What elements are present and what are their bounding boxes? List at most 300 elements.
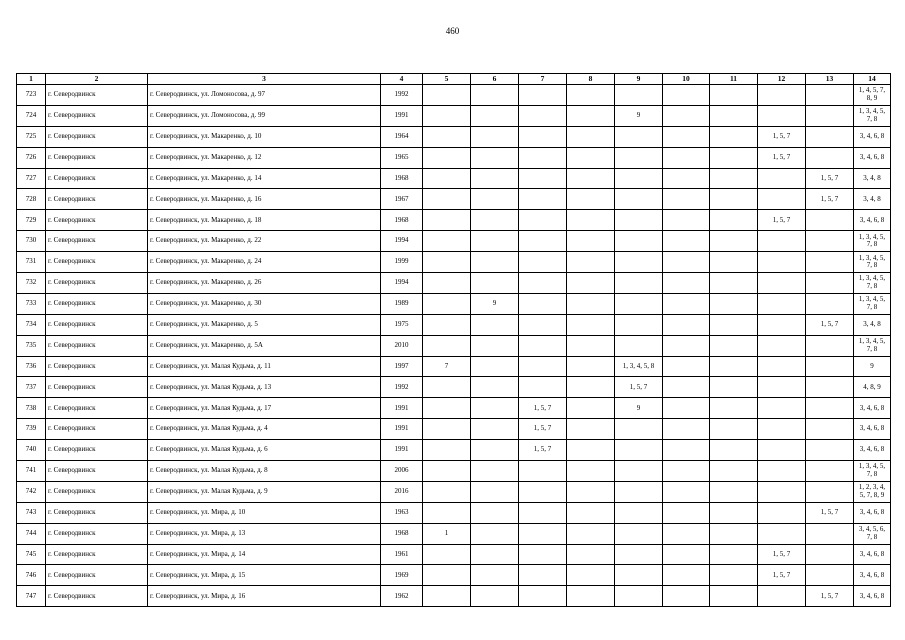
table-cell (471, 440, 519, 461)
table-cell: г. Северодвинск, ул. Малая Кудьма, д. 17 (148, 398, 381, 419)
table-cell (471, 398, 519, 419)
table-cell (806, 356, 854, 377)
table-cell: 1, 5, 7 (758, 126, 806, 147)
table-cell (423, 335, 471, 356)
table-cell (615, 419, 663, 440)
table-cell: 745 (17, 544, 46, 565)
table-cell (663, 377, 710, 398)
table-row (17, 126, 891, 147)
table-cell (471, 85, 519, 106)
table-cell (710, 273, 758, 294)
table-cell: 7 (423, 356, 471, 377)
table-cell (758, 461, 806, 482)
table-cell (567, 314, 615, 335)
table-row (17, 565, 891, 586)
table-cell: 9 (471, 293, 519, 314)
table-cell (806, 147, 854, 168)
table-row (17, 273, 891, 294)
table-cell (663, 147, 710, 168)
table-cell (663, 565, 710, 586)
table-cell (423, 440, 471, 461)
table-row (17, 335, 891, 356)
table-cell (663, 168, 710, 189)
table-cell (758, 481, 806, 502)
table-cell (519, 544, 567, 565)
table-cell (710, 85, 758, 106)
table-cell (471, 419, 519, 440)
table-cell (710, 252, 758, 273)
table-cell (758, 105, 806, 126)
table-cell (615, 168, 663, 189)
table-cell (806, 85, 854, 106)
table-cell: г. Северодвинск (46, 314, 148, 335)
table-cell (758, 293, 806, 314)
table-cell (758, 523, 806, 544)
table-cell (663, 356, 710, 377)
table-cell: 1968 (381, 523, 423, 544)
table-cell (471, 314, 519, 335)
table-cell: г. Северодвинск, ул. Мира, д. 16 (148, 586, 381, 607)
table-cell: 1, 5, 7 (806, 314, 854, 335)
table-cell: г. Северодвинск, ул. Мира, д. 15 (148, 565, 381, 586)
table-cell: г. Северодвинск, ул. Макаренко, д. 5 (148, 314, 381, 335)
table-cell: 738 (17, 398, 46, 419)
table-cell: г. Северодвинск, ул. Макаренко, д. 5А (148, 335, 381, 356)
table-cell: г. Северодвинск (46, 481, 148, 502)
table-cell: г. Северодвинск, ул. Малая Кудьма, д. 13 (148, 377, 381, 398)
table-cell (806, 461, 854, 482)
table-cell (519, 252, 567, 273)
column-header: 5 (423, 74, 471, 85)
table-cell (423, 502, 471, 523)
table-cell: 732 (17, 273, 46, 294)
table-cell (519, 356, 567, 377)
table-cell (615, 586, 663, 607)
table-row (17, 419, 891, 440)
table-cell (471, 565, 519, 586)
table-cell: 2010 (381, 335, 423, 356)
table-cell (663, 210, 710, 231)
table-cell: 9 (854, 356, 891, 377)
table-cell (710, 398, 758, 419)
table-cell (615, 252, 663, 273)
column-header: 10 (663, 74, 710, 85)
table-cell: г. Северодвинск, ул. Ломоносова, д. 97 (148, 85, 381, 106)
table-cell: г. Северодвинск (46, 419, 148, 440)
table-cell (663, 523, 710, 544)
table-cell (471, 126, 519, 147)
table-cell (806, 523, 854, 544)
table-cell: 1, 4, 5, 7, 8, 9 (854, 85, 891, 106)
table-cell: 735 (17, 335, 46, 356)
table-cell (519, 105, 567, 126)
table-cell: 1967 (381, 189, 423, 210)
table-row (17, 440, 891, 461)
table-cell: г. Северодвинск (46, 502, 148, 523)
table-cell: 739 (17, 419, 46, 440)
table-cell (663, 252, 710, 273)
table-row (17, 168, 891, 189)
table-cell: 3, 4, 6, 8 (854, 565, 891, 586)
page-number: 460 (445, 26, 460, 36)
table-cell (710, 419, 758, 440)
table-cell (471, 252, 519, 273)
table-cell (567, 147, 615, 168)
table-cell (567, 105, 615, 126)
table-cell (806, 231, 854, 252)
table-cell (423, 481, 471, 502)
table-cell (519, 147, 567, 168)
table-cell (806, 377, 854, 398)
table-cell (806, 293, 854, 314)
table-cell (663, 544, 710, 565)
table-cell: г. Северодвинск, ул. Макаренко, д. 12 (148, 147, 381, 168)
table-cell: 1, 3, 4, 5, 7, 8 (854, 252, 891, 273)
table-row (17, 502, 891, 523)
table-cell: 728 (17, 189, 46, 210)
table-cell (663, 126, 710, 147)
table-cell (663, 189, 710, 210)
table-cell (758, 168, 806, 189)
table-cell: г. Северодвинск, ул. Макаренко, д. 16 (148, 189, 381, 210)
data-table (16, 73, 891, 607)
table-cell (615, 273, 663, 294)
table-cell: 4, 8, 9 (854, 377, 891, 398)
table-cell: 742 (17, 481, 46, 502)
table-cell: 1, 5, 7 (615, 377, 663, 398)
table-cell: г. Северодвинск, ул. Макаренко, д. 24 (148, 252, 381, 273)
table-cell (567, 126, 615, 147)
table-cell (758, 231, 806, 252)
table-cell (519, 586, 567, 607)
table-cell (519, 168, 567, 189)
table-cell (758, 502, 806, 523)
table-cell: 1994 (381, 231, 423, 252)
table-cell: 723 (17, 85, 46, 106)
table-cell: 1994 (381, 273, 423, 294)
table-cell (423, 273, 471, 294)
table-cell (519, 273, 567, 294)
table-row (17, 147, 891, 168)
table-cell: 1964 (381, 126, 423, 147)
table-cell (423, 126, 471, 147)
table-cell: 1, 5, 7 (758, 210, 806, 231)
table-cell: 3, 4, 8 (854, 189, 891, 210)
table-cell: 1, 3, 4, 5, 7, 8 (854, 105, 891, 126)
column-header: 13 (806, 74, 854, 85)
table-cell (615, 126, 663, 147)
table-cell (615, 335, 663, 356)
table-cell (806, 105, 854, 126)
table-cell: 1, 2, 3, 4, 5, 7, 8, 9 (854, 481, 891, 502)
table-cell: 1992 (381, 377, 423, 398)
table-cell (615, 293, 663, 314)
table-cell: 3, 4, 6, 8 (854, 126, 891, 147)
table-cell (471, 523, 519, 544)
table-cell (663, 335, 710, 356)
table-cell: г. Северодвинск (46, 147, 148, 168)
table-cell: 1968 (381, 168, 423, 189)
table-cell: г. Северодвинск, ул. Макаренко, д. 22 (148, 231, 381, 252)
table-cell (519, 481, 567, 502)
table-cell (758, 440, 806, 461)
table-cell (710, 440, 758, 461)
table-cell: 3, 4, 6, 8 (854, 398, 891, 419)
table-cell (519, 314, 567, 335)
table-cell (423, 377, 471, 398)
table-cell (567, 523, 615, 544)
table-cell (423, 398, 471, 419)
table-cell (423, 461, 471, 482)
table-cell: г. Северодвинск, ул. Ломоносова, д. 99 (148, 105, 381, 126)
table-cell (710, 147, 758, 168)
table-cell: 3, 4, 5, 6, 7, 8 (854, 523, 891, 544)
table-cell: 3, 4, 6, 8 (854, 586, 891, 607)
table-row (17, 481, 891, 502)
table-cell: г. Северодвинск, ул. Мира, д. 13 (148, 523, 381, 544)
table-cell (663, 461, 710, 482)
table-cell (519, 377, 567, 398)
table-cell (615, 481, 663, 502)
table-cell: 1, 3, 4, 5, 7, 8 (854, 293, 891, 314)
table-cell: 1991 (381, 105, 423, 126)
table-cell (471, 210, 519, 231)
table-cell (567, 168, 615, 189)
table-cell: 733 (17, 293, 46, 314)
table-cell (615, 231, 663, 252)
table-cell: г. Северодвинск (46, 252, 148, 273)
table-cell (758, 398, 806, 419)
table-cell: 1, 5, 7 (806, 189, 854, 210)
table-cell (806, 335, 854, 356)
column-header: 6 (471, 74, 519, 85)
table-cell (471, 481, 519, 502)
table-row (17, 314, 891, 335)
table-cell: 1999 (381, 252, 423, 273)
table-cell (806, 398, 854, 419)
table-cell: 3, 4, 8 (854, 314, 891, 335)
table-cell: 730 (17, 231, 46, 252)
table-cell (423, 252, 471, 273)
table-cell: 1968 (381, 210, 423, 231)
column-header: 1 (17, 74, 46, 85)
table-cell: 1, 5, 7 (806, 168, 854, 189)
table-cell (519, 565, 567, 586)
table-row (17, 231, 891, 252)
table-cell (663, 398, 710, 419)
table-cell (423, 314, 471, 335)
table-cell (471, 502, 519, 523)
table-cell: 736 (17, 356, 46, 377)
table-cell (423, 189, 471, 210)
table-cell (663, 293, 710, 314)
table-cell (710, 314, 758, 335)
table-cell (758, 273, 806, 294)
table-cell: г. Северодвинск (46, 377, 148, 398)
table-cell: г. Северодвинск, ул. Макаренко, д. 18 (148, 210, 381, 231)
table-cell (423, 168, 471, 189)
table-cell: г. Северодвинск, ул. Мира, д. 10 (148, 502, 381, 523)
table-cell: г. Северодвинск (46, 398, 148, 419)
table-cell: г. Северодвинск (46, 273, 148, 294)
table-cell (710, 293, 758, 314)
table-cell (758, 85, 806, 106)
table-cell: 743 (17, 502, 46, 523)
table-cell: 725 (17, 126, 46, 147)
table-cell (567, 189, 615, 210)
table-cell (471, 586, 519, 607)
table-cell: г. Северодвинск, ул. Макаренко, д. 14 (148, 168, 381, 189)
table-cell: г. Северодвинск (46, 523, 148, 544)
table-cell: 1, 5, 7 (806, 586, 854, 607)
table-cell: г. Северодвинск, ул. Макаренко, д. 26 (148, 273, 381, 294)
table-cell (710, 523, 758, 544)
table-cell: 3, 4, 6, 8 (854, 440, 891, 461)
column-header: 14 (854, 74, 891, 85)
table-cell (471, 231, 519, 252)
table-cell (519, 231, 567, 252)
table-row (17, 293, 891, 314)
table-cell (423, 210, 471, 231)
table-cell (423, 419, 471, 440)
table-cell (710, 565, 758, 586)
table-row (17, 356, 891, 377)
table-cell: 724 (17, 105, 46, 126)
table-cell: г. Северодвинск (46, 293, 148, 314)
table-cell (423, 231, 471, 252)
table-cell: 1 (423, 523, 471, 544)
table-cell (519, 189, 567, 210)
table-cell (758, 335, 806, 356)
table-cell: 727 (17, 168, 46, 189)
table-cell: 1, 5, 7 (758, 147, 806, 168)
table-cell (471, 544, 519, 565)
table-cell: 1991 (381, 440, 423, 461)
table-cell: г. Северодвинск (46, 586, 148, 607)
table-cell (423, 544, 471, 565)
table-cell: г. Северодвинск (46, 126, 148, 147)
table-cell (615, 314, 663, 335)
table-cell: г. Северодвинск, ул. Малая Кудьма, д. 6 (148, 440, 381, 461)
table-cell (567, 419, 615, 440)
table-cell: 747 (17, 586, 46, 607)
table-cell (615, 189, 663, 210)
table-cell: 1, 5, 7 (519, 398, 567, 419)
table-cell (519, 85, 567, 106)
table-cell (663, 481, 710, 502)
table-cell: 2016 (381, 481, 423, 502)
table-cell (806, 419, 854, 440)
table-cell (567, 377, 615, 398)
table-cell (710, 502, 758, 523)
table-cell: 729 (17, 210, 46, 231)
column-header: 7 (519, 74, 567, 85)
table-cell (471, 147, 519, 168)
table-row (17, 105, 891, 126)
table-row (17, 85, 891, 106)
column-header: 9 (615, 74, 663, 85)
table-cell (806, 273, 854, 294)
table-cell (710, 105, 758, 126)
table-cell (710, 126, 758, 147)
table-cell: 1961 (381, 544, 423, 565)
table-cell: г. Северодвинск (46, 105, 148, 126)
table-cell (615, 523, 663, 544)
table-cell: 1962 (381, 586, 423, 607)
table-cell: г. Северодвинск (46, 168, 148, 189)
table-cell: 1997 (381, 356, 423, 377)
table-cell: г. Северодвинск (46, 189, 148, 210)
table-cell: г. Северодвинск (46, 356, 148, 377)
table-cell: 734 (17, 314, 46, 335)
table-cell (471, 356, 519, 377)
table-cell: 3, 4, 6, 8 (854, 544, 891, 565)
table-cell (663, 440, 710, 461)
table-cell: 3, 4, 6, 8 (854, 419, 891, 440)
table-cell (567, 252, 615, 273)
table-cell (567, 398, 615, 419)
table-cell: 3, 4, 8 (854, 168, 891, 189)
table-cell (615, 147, 663, 168)
header-row (17, 74, 891, 85)
table-cell (567, 586, 615, 607)
table-cell: г. Северодвинск, ул. Малая Кудьма, д. 9 (148, 481, 381, 502)
table-cell (567, 440, 615, 461)
table-cell (615, 440, 663, 461)
table-cell (615, 461, 663, 482)
table-cell: 1, 3, 4, 5, 7, 8 (854, 231, 891, 252)
table-cell (471, 168, 519, 189)
table-cell (519, 502, 567, 523)
table-cell (758, 356, 806, 377)
table-cell: г. Северодвинск, ул. Малая Кудьма, д. 4 (148, 419, 381, 440)
table-cell: 1, 3, 4, 5, 7, 8 (854, 461, 891, 482)
table-cell (471, 273, 519, 294)
table-cell: 1969 (381, 565, 423, 586)
table-cell (423, 586, 471, 607)
table-row (17, 252, 891, 273)
table-cell (758, 419, 806, 440)
table-cell (710, 335, 758, 356)
table-cell (710, 481, 758, 502)
table-cell (567, 461, 615, 482)
table-cell (471, 377, 519, 398)
column-header: 8 (567, 74, 615, 85)
column-header: 12 (758, 74, 806, 85)
table-cell: 3, 4, 6, 8 (854, 210, 891, 231)
table-cell (423, 85, 471, 106)
table-cell (806, 210, 854, 231)
table-cell (710, 189, 758, 210)
column-header: 4 (381, 74, 423, 85)
table-cell (663, 502, 710, 523)
table-cell: 1991 (381, 419, 423, 440)
table-cell (567, 544, 615, 565)
table-cell (806, 544, 854, 565)
table-cell: г. Северодвинск, ул. Малая Кудьма, д. 8 (148, 461, 381, 482)
table-cell (710, 356, 758, 377)
table-cell (710, 377, 758, 398)
column-header: 3 (148, 74, 381, 85)
table-cell (423, 105, 471, 126)
table-cell (758, 586, 806, 607)
table-cell (567, 481, 615, 502)
table-cell (615, 565, 663, 586)
table-row (17, 461, 891, 482)
table-cell (615, 502, 663, 523)
table-cell: 9 (615, 105, 663, 126)
table-cell (615, 85, 663, 106)
